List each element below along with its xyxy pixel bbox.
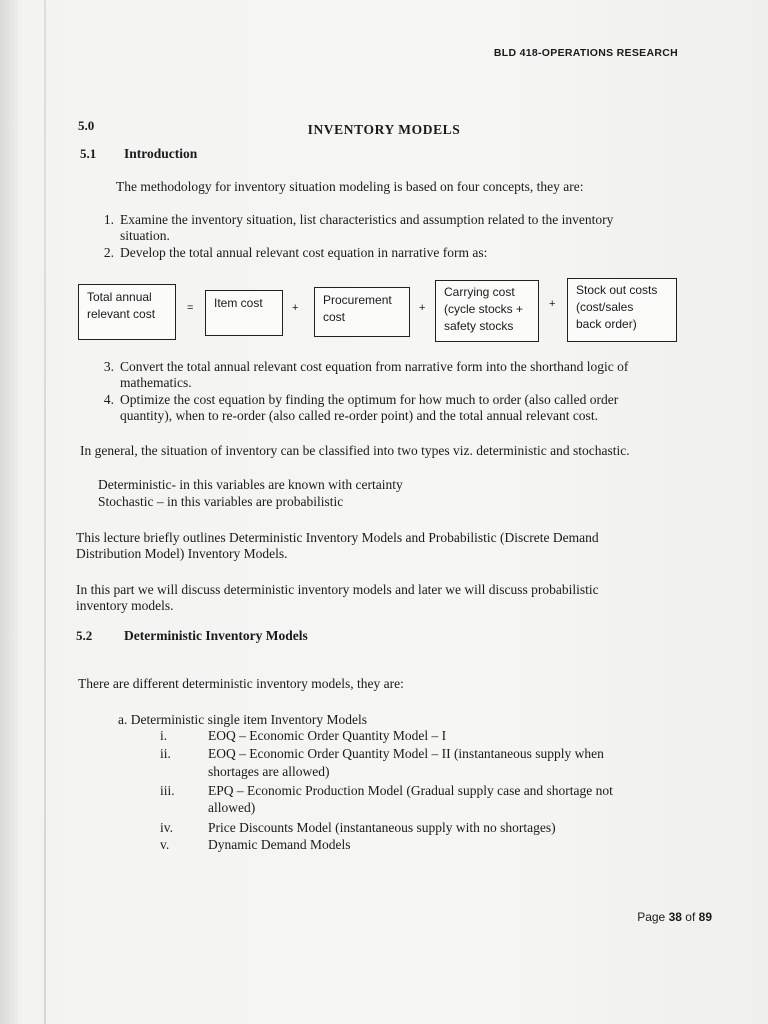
box-line: (cycle stocks + <box>444 302 524 316</box>
running-header: BLD 418-OPERATIONS RESEARCH <box>493 47 678 59</box>
step-number: 2. <box>103 245 114 260</box>
box-line: Total annual <box>87 290 152 304</box>
box-line: back order) <box>576 317 637 331</box>
equals-operator: = <box>187 302 194 314</box>
part-paragraph-line-2: inventory models. <box>76 598 174 613</box>
model-numeral: ii. <box>160 746 171 761</box>
model-numeral: v. <box>160 837 170 852</box>
model-text: Price Discounts Model (instantaneous supply with no shortages) <box>208 820 556 835</box>
section-5-1-number: 5.1 <box>80 146 97 161</box>
model-text-continued: allowed) <box>208 800 256 815</box>
page-of: of <box>685 910 696 924</box>
deterministic-definition: Deterministic- in this variables are known with certainty <box>98 477 403 492</box>
section-5-1-title: Introduction <box>124 146 198 161</box>
equation-box-item-cost <box>205 290 283 336</box>
box-line: (cost/sales <box>576 300 634 314</box>
model-text: Dynamic Demand Models <box>208 837 351 852</box>
step-text: Develop the total annual relevant cost equation in narrative form as: <box>120 245 488 260</box>
equation-box-stock-out-costs <box>567 278 677 342</box>
section-5-2-number: 5.2 <box>76 628 93 643</box>
model-text-continued: shortages are allowed) <box>208 764 330 779</box>
equation-box-total-annual-relevant-cost <box>78 284 176 340</box>
page-total: 89 <box>698 910 712 924</box>
model-text: EOQ – Economic Order Quantity Model – II (instantaneous supply when <box>208 746 604 761</box>
model-text: EOQ – Economic Order Quantity Model – I <box>208 728 447 743</box>
plus-operator: + <box>292 302 299 314</box>
model-numeral: iv. <box>160 820 173 835</box>
step-text-continued: quantity), when to re-order (also called re-order point) and the total annual relevant cost. <box>120 408 598 423</box>
outline-paragraph-line-1: This lecture briefly outlines Deterministic Inventory Models and Probabilistic (Discrete Demand <box>76 530 599 545</box>
box-line: Stock out costs <box>576 283 658 297</box>
model-text: EPQ – Economic Production Model (Gradual supply case and shortage not <box>208 783 613 798</box>
box-line: safety stocks <box>444 319 514 333</box>
stochastic-definition: Stochastic – in this variables are probabilistic <box>98 494 344 509</box>
group-a-heading: a. Deterministic single item Inventory Models <box>118 712 367 727</box>
plus-operator: + <box>419 302 426 314</box>
model-numeral: i. <box>160 728 168 743</box>
page-prefix: Page <box>637 910 666 924</box>
box-line: Procurement <box>323 293 392 307</box>
models-intro: There are different deterministic inventory models, they are: <box>78 676 404 691</box>
plus-operator: + <box>549 298 556 310</box>
model-numeral: iii. <box>160 783 175 798</box>
box-line: Item cost <box>214 296 263 310</box>
box-line: relevant cost <box>87 307 156 321</box>
step-number: 4. <box>103 392 114 407</box>
page-current: 38 <box>668 910 682 924</box>
step-text-continued: situation. <box>120 228 170 243</box>
step-number: 1. <box>103 212 114 227</box>
part-paragraph-line-1: In this part we will discuss deterministic inventory models and later we will discuss probabilistic <box>76 582 599 597</box>
step-text: Examine the inventory situation, list characteristics and assumption related to the inventory <box>120 212 614 227</box>
intro-paragraph: The methodology for inventory situation modeling is based on four concepts, they are: <box>116 179 584 194</box>
chapter-number: 5.0 <box>78 118 95 133</box>
chapter-title: INVENTORY MODELS <box>307 122 461 137</box>
box-line: cost <box>323 310 346 324</box>
step-text: Convert the total annual relevant cost equation from narrative form into the shorthand logic of <box>120 359 629 374</box>
box-line: Carrying cost <box>444 285 515 299</box>
step-text: Optimize the cost equation by finding the optimum for how much to order (also called order <box>120 392 619 407</box>
equation-box-procurement-cost <box>314 287 410 337</box>
step-number: 3. <box>103 359 114 374</box>
section-5-2-title: Deterministic Inventory Models <box>124 628 308 643</box>
outline-paragraph-line-2: Distribution Model) Inventory Models. <box>76 546 288 561</box>
general-classification-paragraph: In general, the situation of inventory can be classified into two types viz. deterministic and stochastic. <box>80 443 630 458</box>
page-number-footer <box>637 910 712 924</box>
equation-box-carrying-cost <box>435 280 539 342</box>
step-text-continued: mathematics. <box>120 375 192 390</box>
